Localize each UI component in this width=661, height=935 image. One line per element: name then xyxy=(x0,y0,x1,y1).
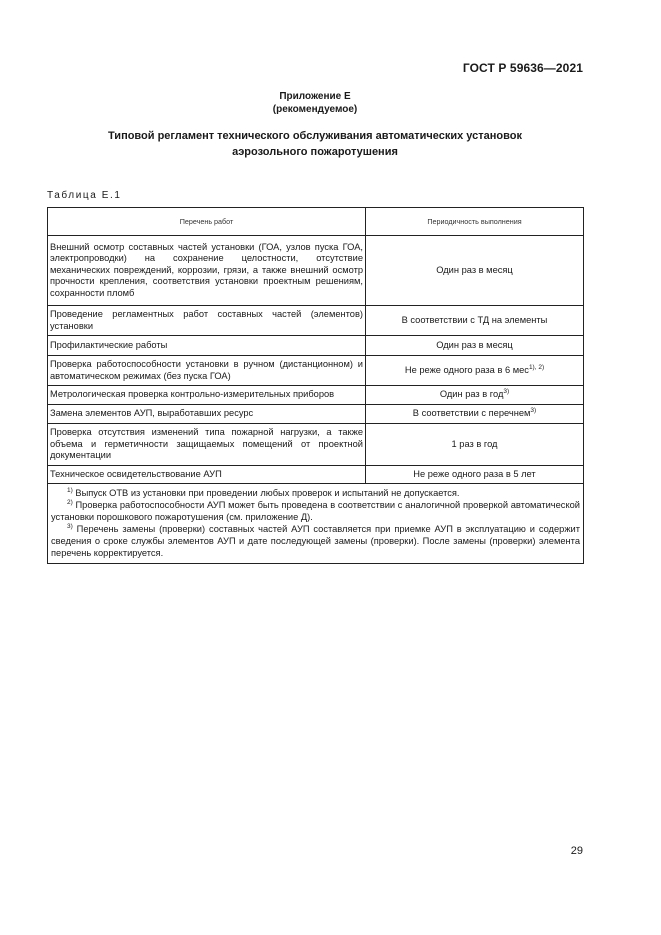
page-title-line-2: аэрозольного пожаротушения xyxy=(232,146,398,158)
footnote-text: Проверка работоспособности АУП может быть проведена в соответствии с аналогичной проверкой автоматической установки порошкового пожаротушения (см. приложение Д). xyxy=(51,500,580,522)
footnote-text: Перечень замены (проверки) составных частей АУП составляется при приемке АУП в эксплуатацию и содержит сведения о сроке службы элементов АУП и дате последующей замены (проверки). После замены (проверки) элемента перечень корректируется. xyxy=(51,524,580,558)
page-title-line-1: Типовой регламент технического обслуживания автоматических установок xyxy=(108,130,522,142)
column-header-period: Периодичность выполнения xyxy=(366,208,584,236)
table-row xyxy=(48,466,584,484)
maintenance-schedule-table xyxy=(47,207,584,564)
table-row xyxy=(48,336,584,356)
work-cell: Проведение регламентных работ составных частей (элементов) установки xyxy=(48,306,366,336)
appendix-label: Приложение Е xyxy=(279,91,351,102)
period-cell xyxy=(366,336,584,356)
period-text: В соответствии с перечнем xyxy=(412,408,531,419)
table-row xyxy=(48,386,584,405)
work-cell: Проверка работоспособности установки в ручном (дистанционном) и автоматическом режимах (без пуска ГОА) xyxy=(48,356,366,386)
footnote-text: Выпуск ОТВ из установки при проведении любых проверок и испытаний не допускается. xyxy=(72,488,460,498)
period-footnote-ref: 1), 2) xyxy=(528,363,545,371)
period-cell xyxy=(366,306,584,336)
table-row xyxy=(48,424,584,466)
document-code: ГОСТ Р 59636—2021 xyxy=(462,61,583,75)
page-number: 29 xyxy=(570,845,583,857)
column-header-works: Перечень работ xyxy=(48,208,366,236)
period-text: Не реже одного раза в 5 лет xyxy=(413,468,536,479)
page-title xyxy=(0,128,630,160)
period-text: Один раз в месяц xyxy=(436,264,513,275)
period-text: 1 раз в год xyxy=(451,438,498,449)
appendix-heading xyxy=(0,90,630,116)
period-text: Один раз в месяц xyxy=(436,339,513,350)
period-text: Один раз в год xyxy=(439,389,504,400)
work-cell: Проверка отсутствия изменений типа пожарной нагрузки, а также объема и герметичности защищаемых помещений от проектной документации xyxy=(48,424,366,466)
footnote-mark: 3) xyxy=(67,523,73,530)
table-caption: Таблица Е.1 xyxy=(47,190,122,201)
appendix-status: (рекомендуемое) xyxy=(272,104,358,115)
footnote xyxy=(51,487,580,499)
table-row xyxy=(48,306,584,336)
footnote xyxy=(51,523,580,559)
period-cell xyxy=(366,466,584,484)
table-notes-row xyxy=(48,484,584,564)
period-footnote-ref: 3) xyxy=(503,388,510,396)
work-cell: Профилактические работы xyxy=(48,336,366,356)
period-text: В соответствии с ТД на элементы xyxy=(401,314,548,325)
work-cell: Замена элементов АУП, выработавших ресурс xyxy=(48,405,366,424)
period-text: Не реже одного раза в 6 мес xyxy=(404,364,529,375)
table-row xyxy=(48,356,584,386)
work-cell: Метрологическая проверка контрольно-измерительных приборов xyxy=(48,386,366,405)
table-header-row xyxy=(48,208,584,236)
period-footnote-ref: 3) xyxy=(530,407,537,415)
period-cell xyxy=(366,236,584,306)
table-notes xyxy=(48,484,584,564)
work-cell: Внешний осмотр составных частей установки (ГОА, узлов пуска ГОА, электропроводки) на сохранение целостности, отсутствие механических повреждений, коррозии, грязи, а также внешний осмотр прочности крепления, соответствия установки проектным решениям, сохранности пломб xyxy=(48,236,366,306)
table-row xyxy=(48,405,584,424)
period-cell xyxy=(366,386,584,405)
footnote xyxy=(51,499,580,523)
footnote-mark: 2) xyxy=(67,499,73,506)
period-cell xyxy=(366,356,584,386)
table-row xyxy=(48,236,584,306)
period-cell xyxy=(366,424,584,466)
footnote-mark: 1) xyxy=(67,487,73,494)
work-cell: Техническое освидетельствование АУП xyxy=(48,466,366,484)
period-cell xyxy=(366,405,584,424)
